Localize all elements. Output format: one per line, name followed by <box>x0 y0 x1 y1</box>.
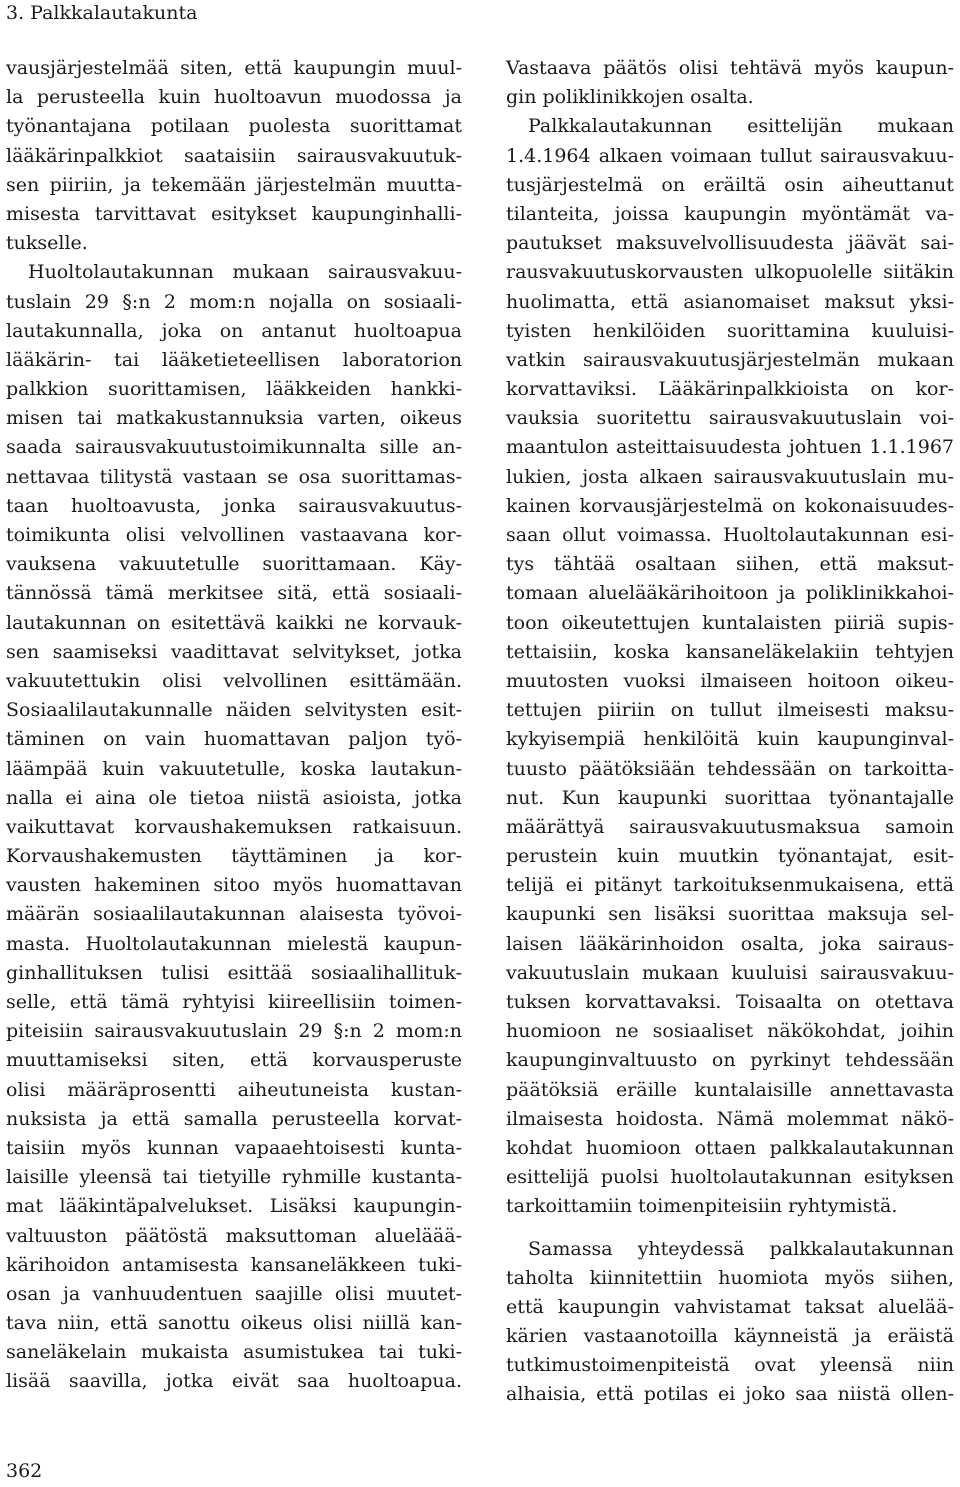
text-line: tomaan aluelääkärihoitoon ja poliklinikkahoi- <box>506 582 954 605</box>
text-line: taan huoltoavusta, jonka sairausvakuutus- <box>6 494 462 517</box>
text-line: määrän sosiaalilautakunnan alaisesta työvoi- <box>6 903 462 926</box>
text-line: tettaisiin, koska kansaneläkelakiin tehtyjen <box>506 640 954 663</box>
text-line: vakuutettukin olisi velvollinen esittämään. <box>6 669 462 692</box>
text-line: masta. Huoltolautakunnan mielestä kaupun- <box>6 932 462 955</box>
text-line: tettujen piiriin on tullut ilmeisesti maksu- <box>506 699 954 722</box>
text-line: muuttamiseksi siten, että korvausperuste <box>6 1049 462 1072</box>
text-line: Sosiaalilautakunnalle näiden selvitysten esit- <box>6 699 462 722</box>
text-line: saneläkelain mukaista asumistukea tai tuki- <box>6 1341 462 1364</box>
text-line: tys tähtää osaltaan siihen, että maksut- <box>506 553 954 576</box>
text-line: tava niin, että sanottu oikeus olisi niillä kan- <box>6 1312 462 1335</box>
text-line: nut. Kun kaupunki suorittaa työnantajalle <box>506 786 954 809</box>
text-line: nalla ei aina ole tietoa niistä asioista, jotka <box>6 786 462 809</box>
text-line: kaupunki sen lisäksi suorittaa maksuja sel- <box>506 903 954 926</box>
text-line: lääkärin- tai lääketieteellisen laboratorion <box>6 348 462 371</box>
text-line: että kaupungin vahvistamat taksat aluelää- <box>506 1295 954 1318</box>
text-line: kaupunginvaltuusto on pyrkinyt tehdessään <box>506 1049 954 1072</box>
text-line: Korvaushakemusten täyttäminen ja kor- <box>6 845 462 868</box>
text-line: vausjärjestelmää siten, että kaupungin muul- <box>6 57 462 79</box>
text-line: piteisiin sairausvakuutuslain 29 §:n 2 mom:n <box>6 1020 462 1043</box>
text-line: Huoltolautakunnan mukaan sairausvakuu- <box>28 261 462 284</box>
text-line: esittelijä puolsi huoltolautakunnan esityksen <box>506 1166 954 1189</box>
page-number: 362 <box>6 1460 43 1482</box>
text-line: rausvakuutuskorvausten ulkopuolelle siitäkin <box>506 261 954 284</box>
text-line: perustein kuin muutkin työnantajat, esit- <box>506 845 954 868</box>
text-line: huolimatta, että asianomaiset maksut yksi- <box>506 290 954 313</box>
text-line: toimikunta olisi velvollinen vastaavana kor- <box>6 524 462 546</box>
text-line: pautukset maksuvelvollisuudesta jäävät sai- <box>506 232 954 255</box>
text-line: Vastaava päätös olisi tehtävä myös kaupun- <box>506 57 954 79</box>
text-line: nuksista ja että samalla perusteella korvat- <box>6 1107 462 1130</box>
text-line: osan ja vanhuudentuen saajille olisi muutet- <box>6 1282 462 1305</box>
text-line: lukien, josta alkaen sairausvakuutuslain mu- <box>506 465 954 488</box>
text-line: lisää saavilla, jotka eivät saa huoltoapua. <box>6 1370 462 1393</box>
text-line: päätöksiä eräille kuntalaisille annettavasta <box>506 1078 954 1101</box>
text-line: tusjärjestelmä on eräiltä osin aiheuttanut <box>506 173 954 196</box>
text-line: taisiin myös kunnan vapaaehtoisesti kunta- <box>6 1136 462 1159</box>
text-line: vatkin sairausvakuutusjärjestelmän mukaan <box>506 348 954 371</box>
text-line: misen tai matkakustannuksia varten, oikeus <box>6 407 462 430</box>
text-line: la perusteella kuin huoltoavun muodossa ja <box>6 86 462 109</box>
text-line: mat lääkintäpalvelukset. Lisäksi kaupungin- <box>6 1195 462 1218</box>
text-line: tutkimustoimenpiteistä ovat yleensä niin <box>506 1354 954 1377</box>
text-line: täminen on vain huomattavan paljon työ- <box>6 728 462 751</box>
text-line: tarkoittamiin toimenpiteisiin ryhtymistä. <box>506 1195 898 1218</box>
left-column <box>6 54 462 1397</box>
text-line: muutosten vuoksi ilmaiseen hoitoon oikeu- <box>506 669 954 692</box>
text-line: ginhallituksen tulisi esittää sosiaalihallituk- <box>6 961 462 984</box>
text-line: olisi määräprosentti aiheutuneista kustan- <box>6 1078 462 1101</box>
text-line: vaikuttavat korvaushakemuksen ratkaisuun. <box>6 815 462 838</box>
running-header: 3. Palkkalautakunta <box>6 2 198 24</box>
text-line: selle, että tämä ryhtyisi kiireellisiin toimen- <box>6 991 462 1013</box>
text-line: sen saamiseksi vaadittavat selvitykset, jotka <box>6 640 462 663</box>
text-line: tukselle. <box>6 232 88 255</box>
text-line: misesta tarvittavat esitykset kaupunginhalli- <box>6 202 462 225</box>
text-line: alhaisia, että potilas ei joko saa niistä ollen- <box>506 1383 954 1406</box>
text-line: kykyisempiä henkilöitä kuin kaupunginval- <box>506 728 954 751</box>
text-line: gin poliklinikkojen osalta. <box>506 86 754 109</box>
text-line: maantulon asteittaisuudesta johtuen 1.1.1967 <box>506 436 954 459</box>
text-line: lautakunnan on esitettävä kaikki ne korvauk- <box>6 611 462 634</box>
text-line: Samassa yhteydessä palkkalautakunnan <box>528 1237 954 1260</box>
text-line: lautakunnalla, joka on antanut huoltoapua <box>6 319 462 342</box>
text-line: läämpää kuin vakuutetulle, koska lautakun- <box>6 757 462 780</box>
text-line: Palkkalautakunnan esittelijän mukaan <box>528 115 954 138</box>
text-line: toon oikeutettujen kuntalaisten piiriä supis- <box>506 611 954 634</box>
text-line: tuusto päätöksiään tehdessään on tarkoitta- <box>506 757 954 780</box>
text-line: laisen lääkärinhoidon osalta, joka sairaus- <box>506 932 954 955</box>
text-line: laisille yleensä tai tietyille ryhmille kustanta- <box>6 1166 462 1189</box>
text-line: ilmaisesta hoidosta. Nämä molemmat näkö- <box>506 1107 954 1130</box>
text-line: vausten hakeminen sitoo myös huomattavan <box>6 874 462 897</box>
text-line: vauksia suoritettu sairausvakuutuslain voi- <box>506 407 954 430</box>
text-line: sen piiriin, ja tekemään järjestelmän muutta- <box>6 173 462 196</box>
text-line: korvattaviksi. Lääkärinpalkkioista on kor- <box>506 378 954 401</box>
text-line: 1.4.1964 alkaen voimaan tullut sairausvakuu- <box>506 144 954 167</box>
text-line: saada sairausvakuutustoimikunnalta sille an- <box>6 436 462 459</box>
text-line: saan ollut voimassa. Huoltolautakunnan esi- <box>506 524 954 546</box>
text-line: vakuutuslain mukaan kuuluisi sairausvakuu- <box>506 961 954 984</box>
right-column <box>506 54 954 1410</box>
text-line: tännössä tämä merkitsee sitä, että sosiaali- <box>6 582 462 605</box>
text-line: telijä ei pitänyt tarkoituksenmukaisena, että <box>506 874 954 897</box>
text-line: tyisten henkilöiden suorittamina kuuluisi- <box>506 319 954 342</box>
text-line: tuksen korvattavaksi. Toisaalta on otettava <box>506 991 954 1013</box>
text-line: taholta kiinnitettiin huomiota myös siihen, <box>506 1266 954 1289</box>
text-line: kärien vastaanotoilla käynneistä ja eräistä <box>506 1325 954 1348</box>
text-line: määrättyä sairausvakuutusmaksua samoin <box>506 815 954 838</box>
text-line: vauksena vakuutetulle suorittamaan. Käy- <box>6 553 462 576</box>
text-line: kärihoidon antamisesta kansaneläkkeen tuki- <box>6 1253 462 1276</box>
text-line: nettavaa tilitystä vastaan se osa suorittamas- <box>6 465 462 488</box>
text-line: valtuuston päätöstä maksuttoman alueläää- <box>6 1224 462 1247</box>
text-line: tuslain 29 §:n 2 mom:n nojalla on sosiaali- <box>6 290 462 313</box>
text-line: palkkion suorittamisen, lääkkeiden hankki- <box>6 378 462 401</box>
text-line: tilanteita, joissa kaupungin myöntämät va- <box>506 202 954 225</box>
text-line: kohdat huomioon ottaen palkkalautakunnan <box>506 1136 954 1159</box>
text-line: kainen korvausjärjestelmä on kokonaisuudes- <box>506 494 954 517</box>
text-line: työnantajana potilaan puolesta suorittamat <box>6 115 462 138</box>
text-line: huomioon ne sosiaaliset näkökohdat, joihin <box>506 1020 954 1043</box>
text-line: lääkärinpalkkiot saataisiin sairausvakuutuk- <box>6 144 462 167</box>
